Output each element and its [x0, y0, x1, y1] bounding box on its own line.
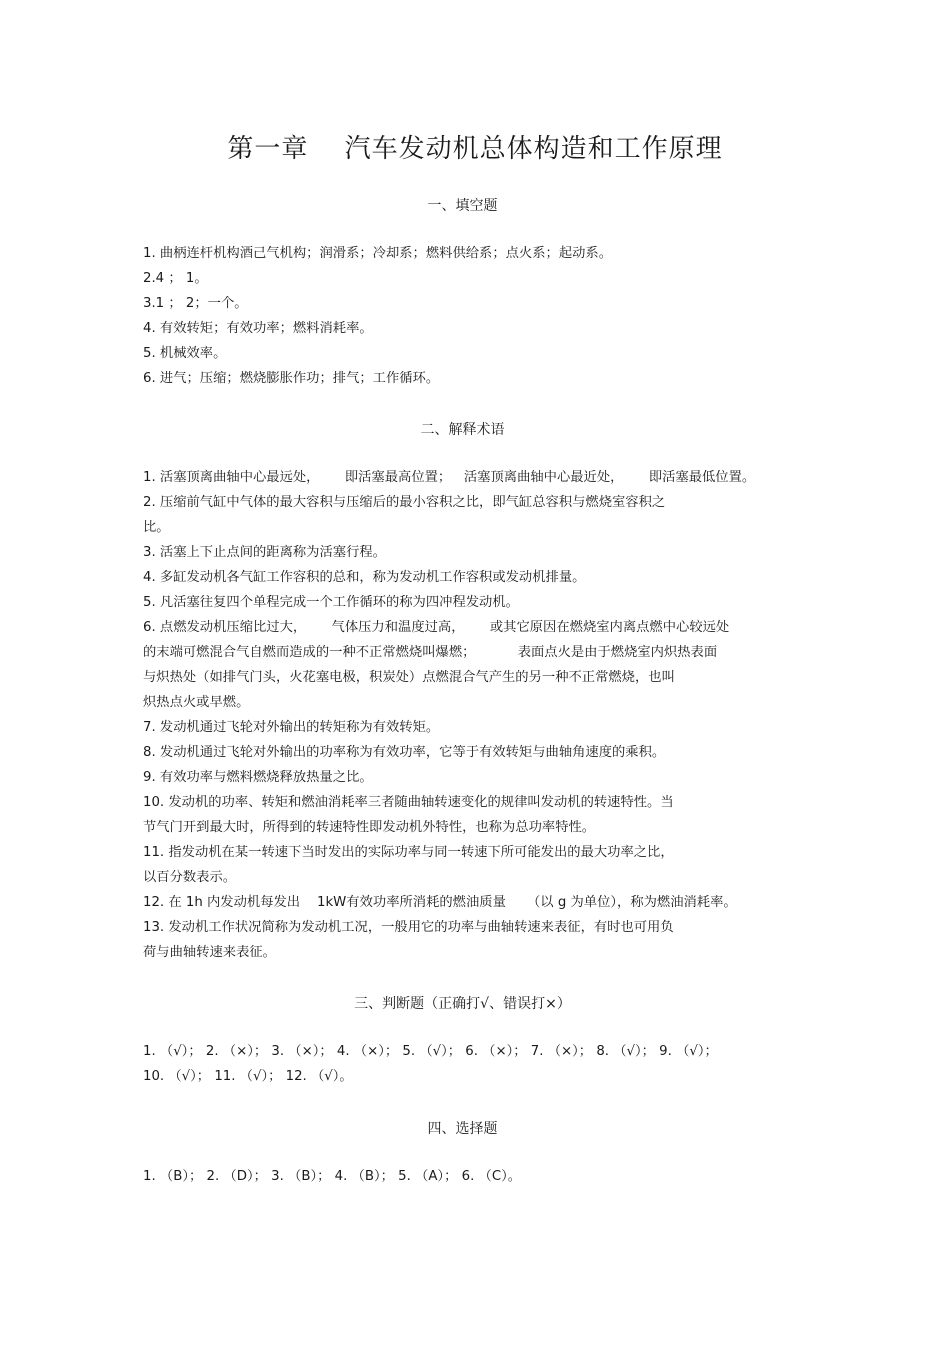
answer-line: 1. 活塞顶离曲轴中心最远处， 即活塞最高位置； 活塞顶离曲轴中心最近处， 即活塞最低位置。 — [143, 470, 756, 485]
answer-line: 的末端可燃混合气自燃而造成的一种不正常燃烧叫爆燃； 表面点火是由于燃烧室内炽热表面 — [143, 645, 718, 660]
answer-line: 13. 发动机工作状况简称为发动机工况，一般用它的功率与曲轴转速来表征，有时也可用负 — [143, 920, 674, 935]
answer-line: 3. 活塞上下止点间的距离称为活塞行程。 — [143, 545, 386, 560]
answer-line: 荷与曲轴转速来表征。 — [143, 945, 276, 960]
answer-line: 7. 发动机通过飞轮对外输出的转矩称为有效转矩。 — [143, 720, 440, 735]
answer-line: 1. （√）； 2. （×）； 3. （×）； 4. （×）； 5. （√）； 6. （×）； 7. （×）； 8. （√）； 9. （√）； — [143, 1044, 718, 1059]
answer-line: 5. 机械效率。 — [143, 346, 227, 361]
answer-line: 11. 指发动机在某一转速下当时发出的实际功率与同一转速下所可能发出的最大功率之比， — [143, 845, 674, 860]
answer-line: 2. 压缩前气缸中气体的最大容积与压缩后的最小容积之比，即气缸总容积与燃烧室容积之 — [143, 495, 666, 510]
answer-line: 1. （B）； 2. （D）； 3. （B）； 4. （B）； 5. （A）； 6. （C）。 — [143, 1169, 522, 1184]
answer-line: 3.1 ； 2；一个。 — [143, 296, 248, 311]
answer-line: 12. 在 1h 内发动机每发出 1kW有效功率所消耗的燃油质量 （以 g 为单位），称为燃油消耗率。 — [143, 895, 737, 910]
answer-line: 5. 凡活塞往复四个单程完成一个工作循环的称为四冲程发动机。 — [143, 595, 519, 610]
section-heading-fill-blank: 一、填空题 — [427, 198, 498, 214]
answer-line: 比。 — [143, 520, 170, 535]
answer-line: 1. 曲柄连杆机构酒己气机构；润滑系；冷却系；燃料供给系；点火系；起动系。 — [143, 246, 613, 261]
chapter-title: 第一章 汽车发动机总体构造和工作原理 — [227, 134, 723, 164]
answer-line: 10. 发动机的功率、转矩和燃油消耗率三者随曲轴转速变化的规律叫发动机的转速特性。当 — [143, 795, 674, 810]
answer-line: 与炽热处（如排气门头，火花塞电极，积炭处）点燃混合气产生的另一种不正常燃烧，也叫 — [143, 670, 675, 685]
answer-line: 炽热点火或早燃。 — [143, 695, 250, 710]
answer-line: 2.4 ； 1。 — [143, 271, 208, 286]
answer-line: 10. （√）； 11. （√）； 12. （√）。 — [143, 1069, 353, 1084]
answer-line: 6. 点燃发动机压缩比过大， 气体压力和温度过高， 或其它原因在燃烧室内离点燃中心较远处 — [143, 620, 730, 635]
answer-line: 8. 发动机通过飞轮对外输出的功率称为有效功率，它等于有效转矩与曲轴角速度的乘积。 — [143, 745, 666, 760]
answer-line: 以百分数表示。 — [143, 870, 237, 885]
section-heading-true-false: 三、判断题（正确打√、错误打×） — [354, 996, 571, 1012]
answer-line: 9. 有效功率与燃料燃烧释放热量之比。 — [143, 770, 373, 785]
answer-line: 节气门开到最大时，所得到的转速特性即发动机外特性，也称为总功率特性。 — [143, 820, 596, 835]
section-heading-terms: 二、解释术语 — [420, 422, 505, 438]
answer-line: 4. 多缸发动机各气缸工作容积的总和，称为发动机工作容积或发动机排量。 — [143, 570, 586, 585]
answer-line: 6. 进气；压缩；燃烧膨胀作功；排气；工作循环。 — [143, 371, 440, 386]
section-heading-multiple-choice: 四、选择题 — [427, 1121, 498, 1137]
answer-line: 4. 有效转矩；有效功率；燃料消耗率。 — [143, 321, 373, 336]
